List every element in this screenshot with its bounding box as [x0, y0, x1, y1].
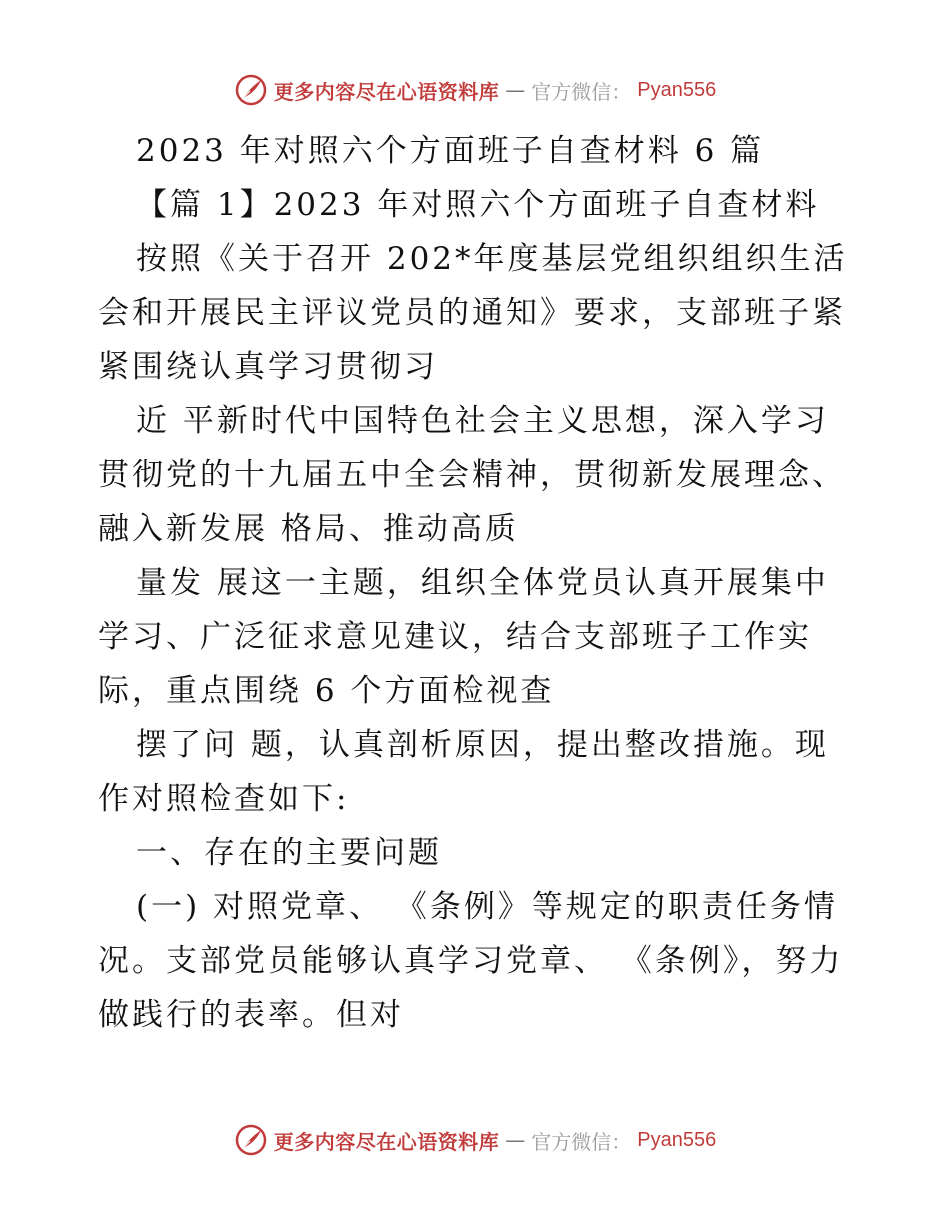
document-title: 2023 年对照六个方面班子自查材料 6 篇 — [136, 133, 765, 169]
watermark-wechat-id: Pyan556 — [637, 1128, 717, 1151]
paragraph-line: 紧围绕认真学习贯彻习 — [98, 349, 438, 385]
paragraph-line: 近 平新时代中国特色社会主义思想，深入学习 — [136, 403, 829, 439]
watermark-brand: 更多内容尽在心语资料库 — [273, 1129, 500, 1154]
paragraph-line: 贯彻党的十九届五中全会精神，贯彻新发展理念、 — [98, 457, 846, 493]
paragraph-line: 况。支部党员能够认真学习党章、 《条例》，努力 — [98, 943, 844, 979]
watermark-separator: — — [505, 78, 526, 102]
paragraph-line: 摆了问 题，认真剖析原因，提出整改措施。现 — [136, 727, 829, 763]
paragraph-line: 际，重点围绕 6 个方面检视查 — [98, 673, 555, 709]
watermark-separator: — — [505, 1128, 526, 1152]
watermark-brand: 更多内容尽在心语资料库 — [273, 79, 500, 104]
paragraph-line: 量发 展这一主题，组织全体党员认真开展集中 — [136, 565, 829, 601]
paragraph-line: 会和开展民主评议党员的通知》要求，支部班子紧 — [98, 295, 846, 331]
feather-quill-logo-icon — [234, 1123, 268, 1157]
header-watermark — [0, 70, 950, 110]
watermark-wechat-id: Pyan556 — [637, 78, 717, 101]
paragraph-line: 做践行的表率。但对 — [98, 997, 404, 1033]
watermark-wechat-label: 官方微信： — [531, 1129, 632, 1154]
footer-watermark — [0, 1120, 950, 1160]
watermark-wechat-label: 官方微信： — [531, 79, 632, 104]
paragraph-line: 学习、广泛征求意见建议，结合支部班子工作实 — [98, 619, 812, 655]
document-body — [98, 124, 858, 1042]
feather-quill-logo-icon — [234, 73, 268, 107]
document-subtitle: 【篇 1】2023 年对照六个方面班子自查材料 — [136, 187, 820, 223]
paragraph-line: (一) 对照党章、 《条例》等规定的职责任务情 — [136, 889, 838, 925]
paragraph-line: 按照《关于召开 202*年度基层党组织组织生活 — [136, 241, 848, 277]
paragraph-line: 作对照检查如下: — [98, 781, 350, 817]
section-heading: 一、存在的主要问题 — [136, 835, 442, 871]
paragraph-line: 融入新发展 格局、推动高质 — [98, 511, 519, 547]
